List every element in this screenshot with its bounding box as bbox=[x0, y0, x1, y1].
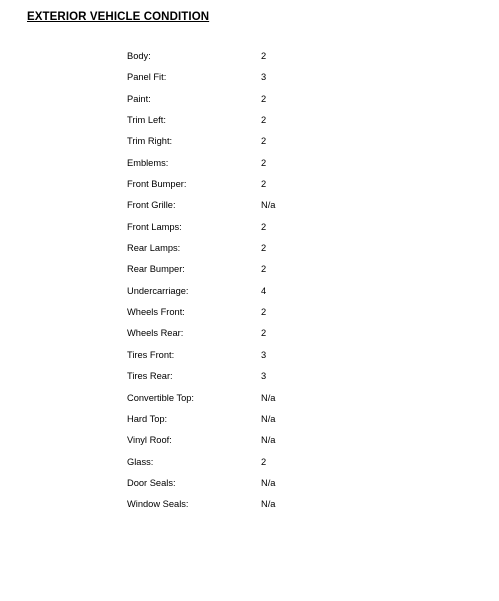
condition-row-rear-lamps bbox=[127, 242, 347, 263]
condition-row-door-seals bbox=[127, 477, 347, 498]
condition-row-body bbox=[127, 50, 347, 71]
condition-row-trim-left bbox=[127, 114, 347, 135]
condition-row-front-lamps bbox=[127, 221, 347, 242]
condition-value: N/a bbox=[261, 413, 276, 424]
condition-row-window-seals bbox=[127, 498, 347, 519]
condition-row-front-grille bbox=[127, 199, 347, 220]
condition-value: N/a bbox=[261, 477, 276, 488]
condition-row-hard-top bbox=[127, 413, 347, 434]
condition-row-front-bumper bbox=[127, 178, 347, 199]
condition-value: 2 bbox=[261, 243, 267, 254]
condition-value: N/a bbox=[261, 200, 276, 211]
condition-row-convertible-top bbox=[127, 392, 347, 413]
condition-value: 2 bbox=[261, 157, 267, 168]
condition-row-wheels-rear bbox=[127, 327, 347, 348]
condition-label: Wheels Rear: bbox=[127, 328, 184, 339]
condition-label: Trim Right: bbox=[127, 136, 173, 147]
condition-label: Panel Fit: bbox=[127, 72, 167, 83]
condition-label: Door Seals: bbox=[127, 477, 176, 488]
condition-value: 4 bbox=[261, 285, 267, 296]
condition-value: 3 bbox=[261, 371, 267, 382]
condition-label: Front Bumper: bbox=[127, 179, 187, 190]
condition-row-rear-bumper bbox=[127, 263, 347, 284]
condition-label: Front Grille: bbox=[127, 200, 176, 211]
condition-row-tires-front bbox=[127, 349, 347, 370]
condition-value: 2 bbox=[261, 93, 267, 104]
condition-value: 2 bbox=[261, 264, 267, 275]
condition-label: Front Lamps: bbox=[127, 221, 182, 232]
condition-label: Paint: bbox=[127, 93, 151, 104]
condition-row-wheels-front bbox=[127, 306, 347, 327]
condition-list bbox=[127, 50, 347, 520]
condition-label: Hard Top: bbox=[127, 413, 168, 424]
condition-value: 3 bbox=[261, 349, 267, 360]
condition-value: 2 bbox=[261, 179, 267, 190]
condition-row-trim-right bbox=[127, 135, 347, 156]
condition-label: Tires Front: bbox=[127, 349, 175, 360]
condition-label: Glass: bbox=[127, 456, 154, 467]
condition-row-vinyl-roof bbox=[127, 434, 347, 455]
condition-label: Wheels Front: bbox=[127, 307, 185, 318]
condition-value: 2 bbox=[261, 328, 267, 339]
condition-value: 2 bbox=[261, 136, 267, 147]
condition-row-emblems bbox=[127, 157, 347, 178]
page-title: EXTERIOR VEHICLE CONDITION bbox=[27, 11, 210, 23]
condition-label: Emblems: bbox=[127, 157, 169, 168]
condition-label: Window Seals: bbox=[127, 499, 189, 510]
condition-value: 2 bbox=[261, 456, 267, 467]
condition-value: N/a bbox=[261, 499, 276, 510]
condition-label: Rear Lamps: bbox=[127, 243, 181, 254]
condition-value: 2 bbox=[261, 221, 267, 232]
condition-label: Rear Bumper: bbox=[127, 264, 185, 275]
condition-value: N/a bbox=[261, 392, 276, 403]
condition-value: 2 bbox=[261, 307, 267, 318]
condition-label: Undercarriage: bbox=[127, 285, 189, 296]
condition-value: 3 bbox=[261, 72, 267, 83]
condition-row-glass bbox=[127, 456, 347, 477]
condition-label: Body: bbox=[127, 51, 151, 61]
condition-label: Convertible Top: bbox=[127, 392, 195, 403]
condition-row-panel-fit bbox=[127, 71, 347, 92]
condition-value: N/a bbox=[261, 435, 276, 446]
condition-value: 2 bbox=[261, 51, 267, 61]
condition-row-undercarriage bbox=[127, 285, 347, 306]
condition-row-tires-rear bbox=[127, 370, 347, 391]
condition-value: 2 bbox=[261, 115, 267, 126]
condition-label: Tires Rear: bbox=[127, 371, 173, 382]
condition-label: Trim Left: bbox=[127, 115, 166, 126]
condition-row-paint bbox=[127, 93, 347, 114]
condition-label: Vinyl Roof: bbox=[127, 435, 172, 446]
